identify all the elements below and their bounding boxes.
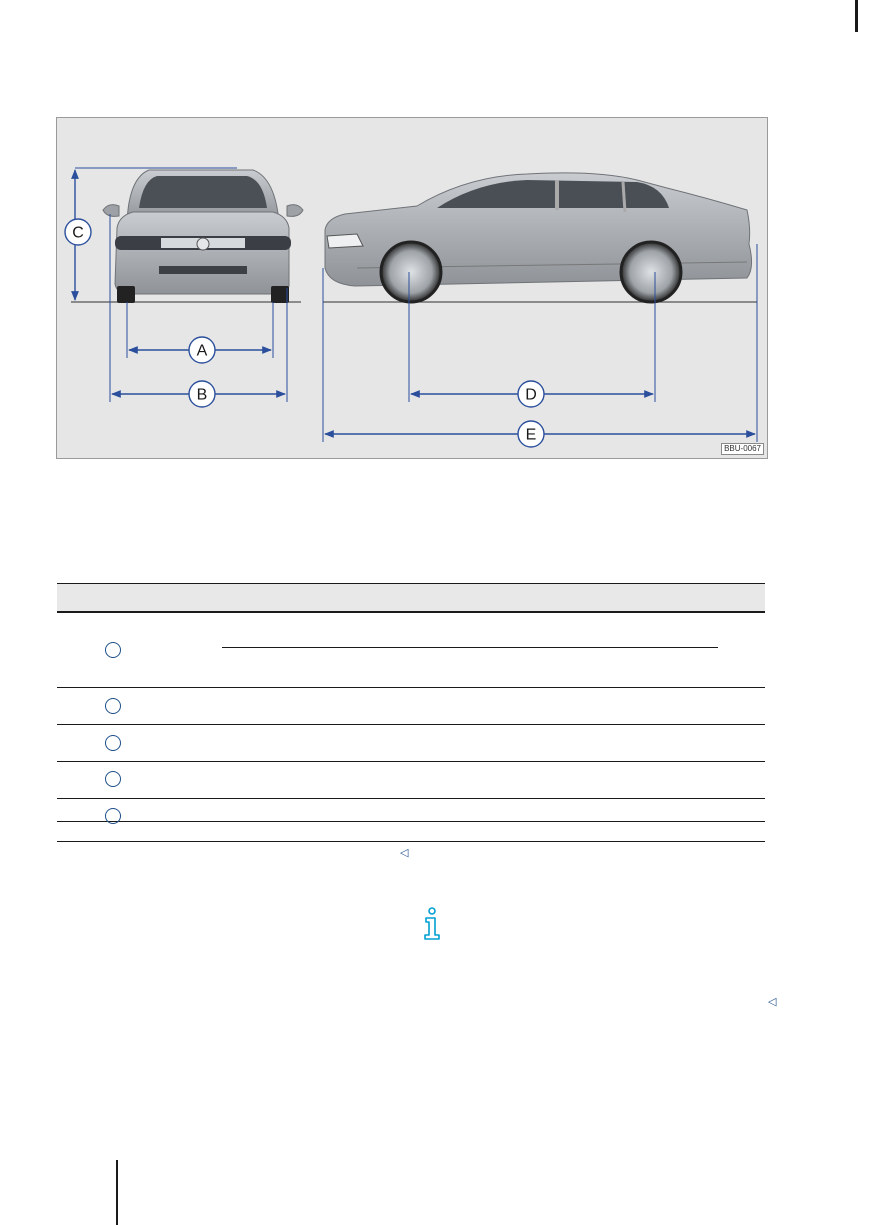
vehicle-dimensions-figure	[56, 117, 768, 459]
dimensions-illustration	[57, 118, 768, 459]
table-row	[57, 762, 765, 799]
dimension-label-b: B	[196, 386, 208, 404]
triangle-left-icon: ◁	[400, 847, 409, 859]
row-marker-circle	[105, 698, 121, 714]
table-row	[57, 613, 765, 688]
dimension-label-d: D	[525, 386, 537, 404]
row-marker-circle	[105, 735, 121, 751]
margin-rule	[116, 1160, 118, 1225]
dimension-label-e: E	[525, 426, 537, 444]
dimension-label-c: C	[72, 224, 84, 242]
info-icon	[421, 907, 443, 941]
table-row	[57, 822, 765, 842]
dimension-label-a: A	[196, 342, 208, 360]
figure-code: BBU-0067	[721, 443, 764, 455]
table-header	[57, 583, 765, 613]
front-view-car	[103, 170, 303, 303]
page-edge-rule	[855, 0, 858, 32]
row-marker-circle	[105, 642, 121, 658]
table-row	[57, 799, 765, 822]
row-marker-circle	[105, 771, 121, 787]
table-row	[57, 725, 765, 762]
dimensions-table	[57, 583, 765, 842]
table-row	[57, 688, 765, 725]
side-view-car	[325, 173, 752, 302]
inner-rule	[222, 647, 718, 648]
triangle-left-icon: ◁	[768, 996, 777, 1008]
